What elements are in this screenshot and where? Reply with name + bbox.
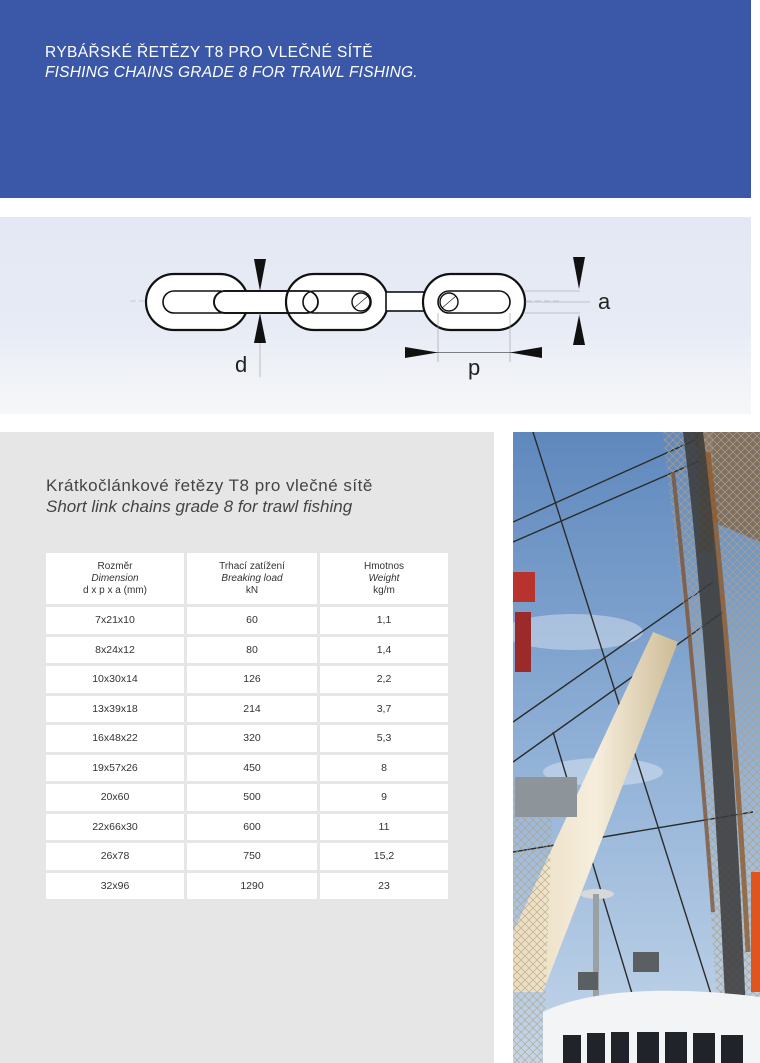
cell-dimension: 20x60: [46, 784, 184, 811]
cell-dimension: 22x66x30: [46, 814, 184, 841]
header-subtitle: FISHING CHAINS GRADE 8 FOR TRAWL FISHING.: [45, 64, 418, 81]
chain-diagram: [0, 217, 751, 414]
header-weight-unit: kg/m: [373, 584, 395, 596]
chain-spec-table: [43, 550, 451, 902]
table-row: [46, 843, 448, 870]
cell-load: 214: [187, 696, 317, 723]
cell-weight: 8: [320, 755, 448, 782]
header-dimension-en: Dimension: [91, 572, 139, 584]
header-dimension: [46, 553, 184, 604]
cell-weight: 3,7: [320, 696, 448, 723]
table-title: Krátkočlánkové řetězy T8 pro vlečné sítě: [46, 476, 373, 495]
header-weight-en: Weight: [368, 572, 400, 584]
cell-weight: 11: [320, 814, 448, 841]
cell-weight: 15,2: [320, 843, 448, 870]
cell-load: 750: [187, 843, 317, 870]
cell-dimension: 19x57x26: [46, 755, 184, 782]
label-a: a: [598, 289, 611, 314]
cell-load: 600: [187, 814, 317, 841]
chain-diagram-band: [0, 217, 751, 414]
cell-load: 500: [187, 784, 317, 811]
table-row: [46, 666, 448, 693]
cell-load: 1290: [187, 873, 317, 900]
header-weight-cz: Hmotnos: [363, 560, 404, 572]
header-dimension-cz: Rozměr: [97, 560, 133, 572]
cell-dimension: 13x39x18: [46, 696, 184, 723]
cell-dimension: 32x96: [46, 873, 184, 900]
header-title: RYBÁŘSKÉ ŘETĚZY T8 PRO VLEČNÉ SÍTĚ: [45, 44, 374, 61]
table-row: [46, 814, 448, 841]
header-breaking-load: [187, 553, 317, 604]
cell-dimension: 16x48x22: [46, 725, 184, 752]
cell-weight: 2,2: [320, 666, 448, 693]
table-row: [46, 607, 448, 634]
trawler-photo: [513, 432, 760, 1063]
cell-weight: 9: [320, 784, 448, 811]
cell-weight: 1,1: [320, 607, 448, 634]
table-row: [46, 696, 448, 723]
cell-dimension: 26x78: [46, 843, 184, 870]
header-load-cz: Trhací zatížení: [219, 560, 285, 572]
cell-dimension: 8x24x12: [46, 637, 184, 664]
cell-load: 450: [187, 755, 317, 782]
label-p: p: [468, 355, 481, 380]
table-row: [46, 755, 448, 782]
table-header-row: [46, 553, 448, 604]
header-weight: [320, 553, 448, 604]
cell-dimension: 7x21x10: [46, 607, 184, 634]
table-row: [46, 784, 448, 811]
cell-load: 60: [187, 607, 317, 634]
a-arrow-top: [573, 257, 585, 289]
table-row: [46, 725, 448, 752]
header-load-unit: kN: [245, 584, 259, 596]
a-arrow-bottom: [573, 315, 585, 345]
header-banner: [0, 0, 751, 198]
header-dimension-unit: d x p x a (mm): [83, 584, 147, 596]
cell-load: 80: [187, 637, 317, 664]
cell-weight: 5,3: [320, 725, 448, 752]
header-load-en: Breaking load: [221, 572, 283, 584]
label-d: d: [235, 352, 248, 377]
table-row: [46, 873, 448, 900]
cell-weight: 23: [320, 873, 448, 900]
trawler-rigging-image: [513, 432, 760, 1063]
chain-link-side-2: [386, 292, 426, 311]
d-arrow-top: [254, 259, 266, 291]
cell-dimension: 10x30x14: [46, 666, 184, 693]
cell-weight: 1,4: [320, 637, 448, 664]
table-subtitle: Short link chains grade 8 for trawl fishing: [46, 497, 353, 516]
d-arrow-bottom: [254, 313, 266, 343]
cell-load: 126: [187, 666, 317, 693]
table-row: [46, 637, 448, 664]
cell-load: 320: [187, 725, 317, 752]
